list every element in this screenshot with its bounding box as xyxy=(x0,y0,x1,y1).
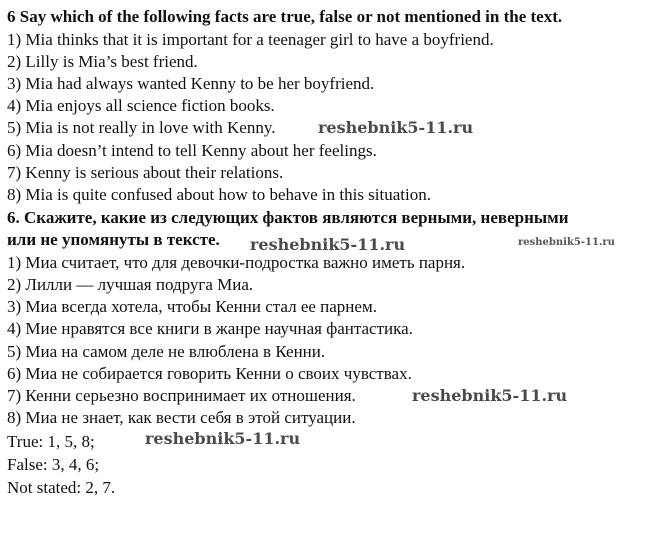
watermark-4: reshebnik5-11.ru xyxy=(412,386,568,405)
watermark-1: reshebnik5-11.ru xyxy=(318,118,474,137)
english-heading: 6 Say which of the following facts are true, false or not mentioned in the text. xyxy=(7,7,563,26)
watermark-5: reshebnik5-11.ru xyxy=(145,429,301,448)
english-item-3: 3) Mia had always wanted Kenny to be her boyfriend. xyxy=(7,74,375,93)
russian-item-6: 6) Миа не собирается говорить Кенни о своих чувствах. xyxy=(7,364,412,383)
english-item-5: 5) Mia is not really in love with Kenny. xyxy=(7,118,276,137)
russian-heading-line-1: 6. Скажите, какие из следующих фактов являются верными, неверными xyxy=(7,208,569,227)
russian-item-3: 3) Миа всегда хотела, чтобы Кенни стал ее парнем. xyxy=(7,297,377,316)
russian-heading-line-2: или не упомянуты в тексте. xyxy=(7,230,220,249)
english-item-2: 2) Lilly is Mia’s best friend. xyxy=(7,52,198,71)
russian-item-8: 8) Миа не знает, как вести себя в этой ситуации. xyxy=(7,408,356,427)
english-item-1: 1) Mia thinks that it is important for a teenager girl to have a boyfriend. xyxy=(7,30,494,49)
answer-true: True: 1, 5, 8; xyxy=(7,432,95,451)
answer-not-stated: Not stated: 2, 7. xyxy=(7,478,116,497)
english-item-4: 4) Mia enjoys all science fiction books. xyxy=(7,96,275,115)
watermark-2: reshebnik5-11.ru xyxy=(250,235,406,254)
english-item-6: 6) Mia doesn’t intend to tell Kenny about her feelings. xyxy=(7,141,377,160)
english-item-8: 8) Mia is quite confused about how to behave in this situation. xyxy=(7,185,431,204)
answer-false: False: 3, 4, 6; xyxy=(7,455,100,474)
russian-item-2: 2) Лилли — лучшая подруга Миа. xyxy=(7,275,254,294)
russian-item-7: 7) Кенни серьезно воспринимает их отношения. xyxy=(7,386,356,405)
english-item-7: 7) Kenny is serious about their relations. xyxy=(7,163,284,182)
russian-item-5: 5) Миа на самом деле не влюблена в Кенни. xyxy=(7,342,326,361)
watermark-3: reshebnik5-11.ru xyxy=(518,237,615,248)
russian-item-4: 4) Мие нравятся все книги в жанре научная фантастика. xyxy=(7,319,413,338)
russian-item-1: 1) Миа считает, что для девочки-подростка важно иметь парня. xyxy=(7,253,466,272)
